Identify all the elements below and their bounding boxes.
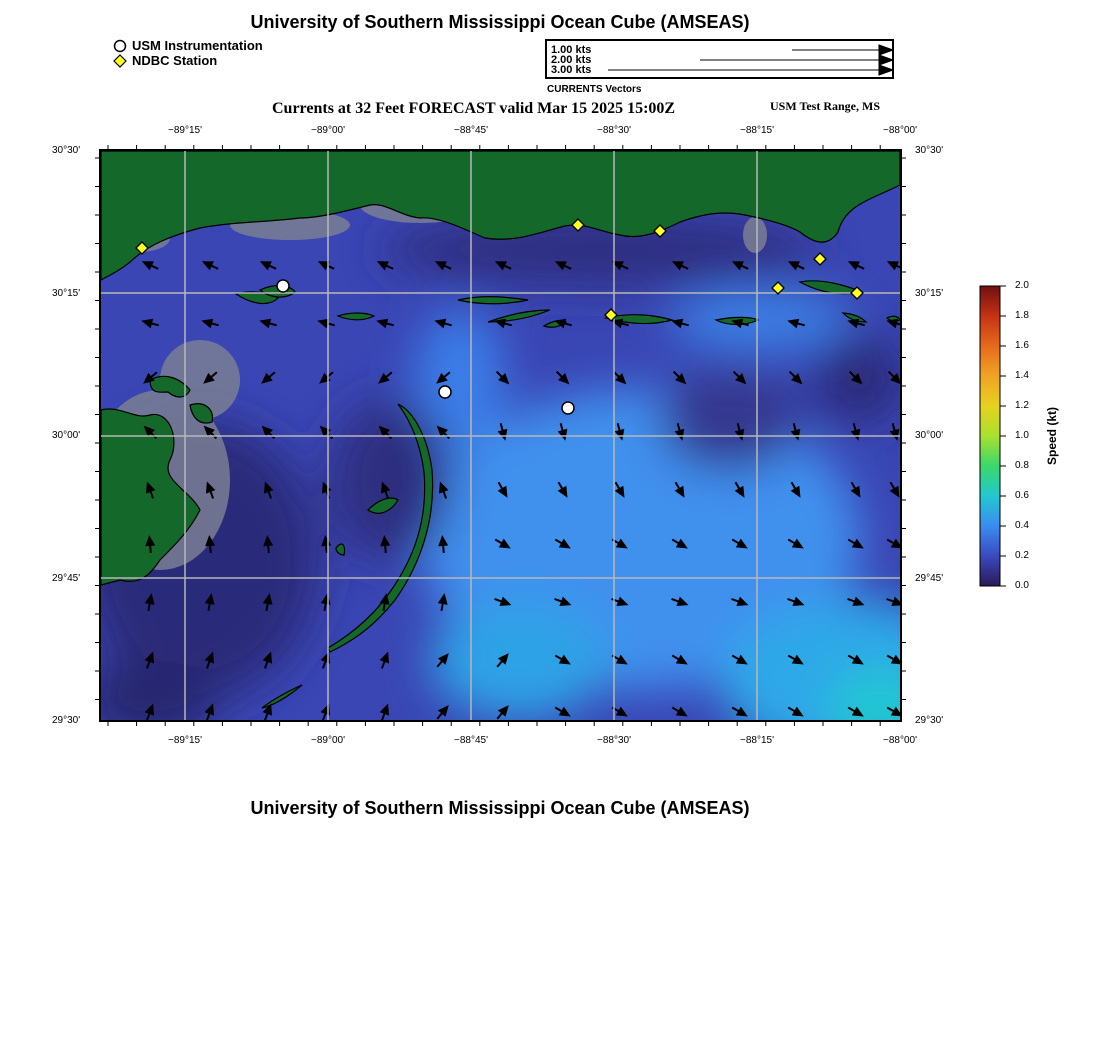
lat-label-right: 30°30' [915,145,944,156]
lat-label-right: 29°30' [915,715,944,726]
lat-label-left: 29°45' [52,573,81,584]
colorbar-label: 0.2 [1015,550,1029,561]
lon-label-bottom: −88°30' [597,735,631,746]
lat-label-left: 30°15' [52,288,81,299]
colorbar-label: 1.0 [1015,430,1029,441]
colorbar-label: 0.4 [1015,520,1029,531]
legend-usm-label: USM Instrumentation [132,38,263,53]
legend-ndbc-label: NDBC Station [132,53,218,68]
colorbar-label: 0.0 [1015,580,1029,591]
colorbar-label: 2.0 [1015,280,1029,291]
lon-label-top: −88°30' [597,125,631,136]
colorbar [980,286,1000,586]
colorbar-label: 1.6 [1015,340,1029,351]
lon-label-top: −88°45' [454,125,488,136]
lat-label-left: 29°30' [52,715,81,726]
usm-marker[interactable] [562,402,574,414]
lon-label-bottom: −88°45' [454,735,488,746]
colorbar-title: Speed (kt) [1045,406,1059,466]
lon-label-top: −88°00' [883,125,917,136]
lat-label-left: 30°30' [52,145,81,156]
speed-field [80,151,980,760]
usm-marker[interactable] [439,386,451,398]
usm-marker[interactable] [277,280,289,292]
scale-label-1: 1.00 kts [551,44,592,56]
forecast-subtitle: Currents at 32 Feet FORECAST valid Mar 15 2025 15:00Z [272,100,676,117]
lat-label-right: 29°45' [915,573,944,584]
lon-label-bottom: −89°00' [311,735,345,746]
lat-label-right: 30°00' [915,430,944,441]
lon-label-bottom: −89°15' [168,735,202,746]
lat-label-right: 30°15' [915,288,944,299]
colorbar-label: 1.4 [1015,370,1029,381]
vector-caption: CURRENTS Vectors [547,84,642,95]
lon-label-bottom: −88°00' [883,735,917,746]
colorbar-label: 1.8 [1015,310,1029,321]
scale-label-3: 3.00 kts [551,64,592,76]
lon-label-top: −88°15' [740,125,774,136]
colorbar-label: 1.2 [1015,400,1029,411]
colorbar-ticks [1000,286,1006,586]
colorbar-label: 0.6 [1015,490,1029,501]
lon-label-top: −89°00' [311,125,345,136]
range-label: USM Test Range, MS [770,99,881,113]
map-title: University of Southern Mississippi Ocean Cube (AMSEAS) [250,12,750,32]
colorbar-label: 0.8 [1015,460,1029,471]
lat-label-left: 30°00' [52,430,81,441]
footer-title: University of Southern Mississippi Ocean Cube (AMSEAS) [250,798,750,818]
lon-label-top: −89°15' [168,125,202,136]
lon-label-bottom: −88°15' [740,735,774,746]
scale-label-2: 2.00 kts [551,54,592,66]
